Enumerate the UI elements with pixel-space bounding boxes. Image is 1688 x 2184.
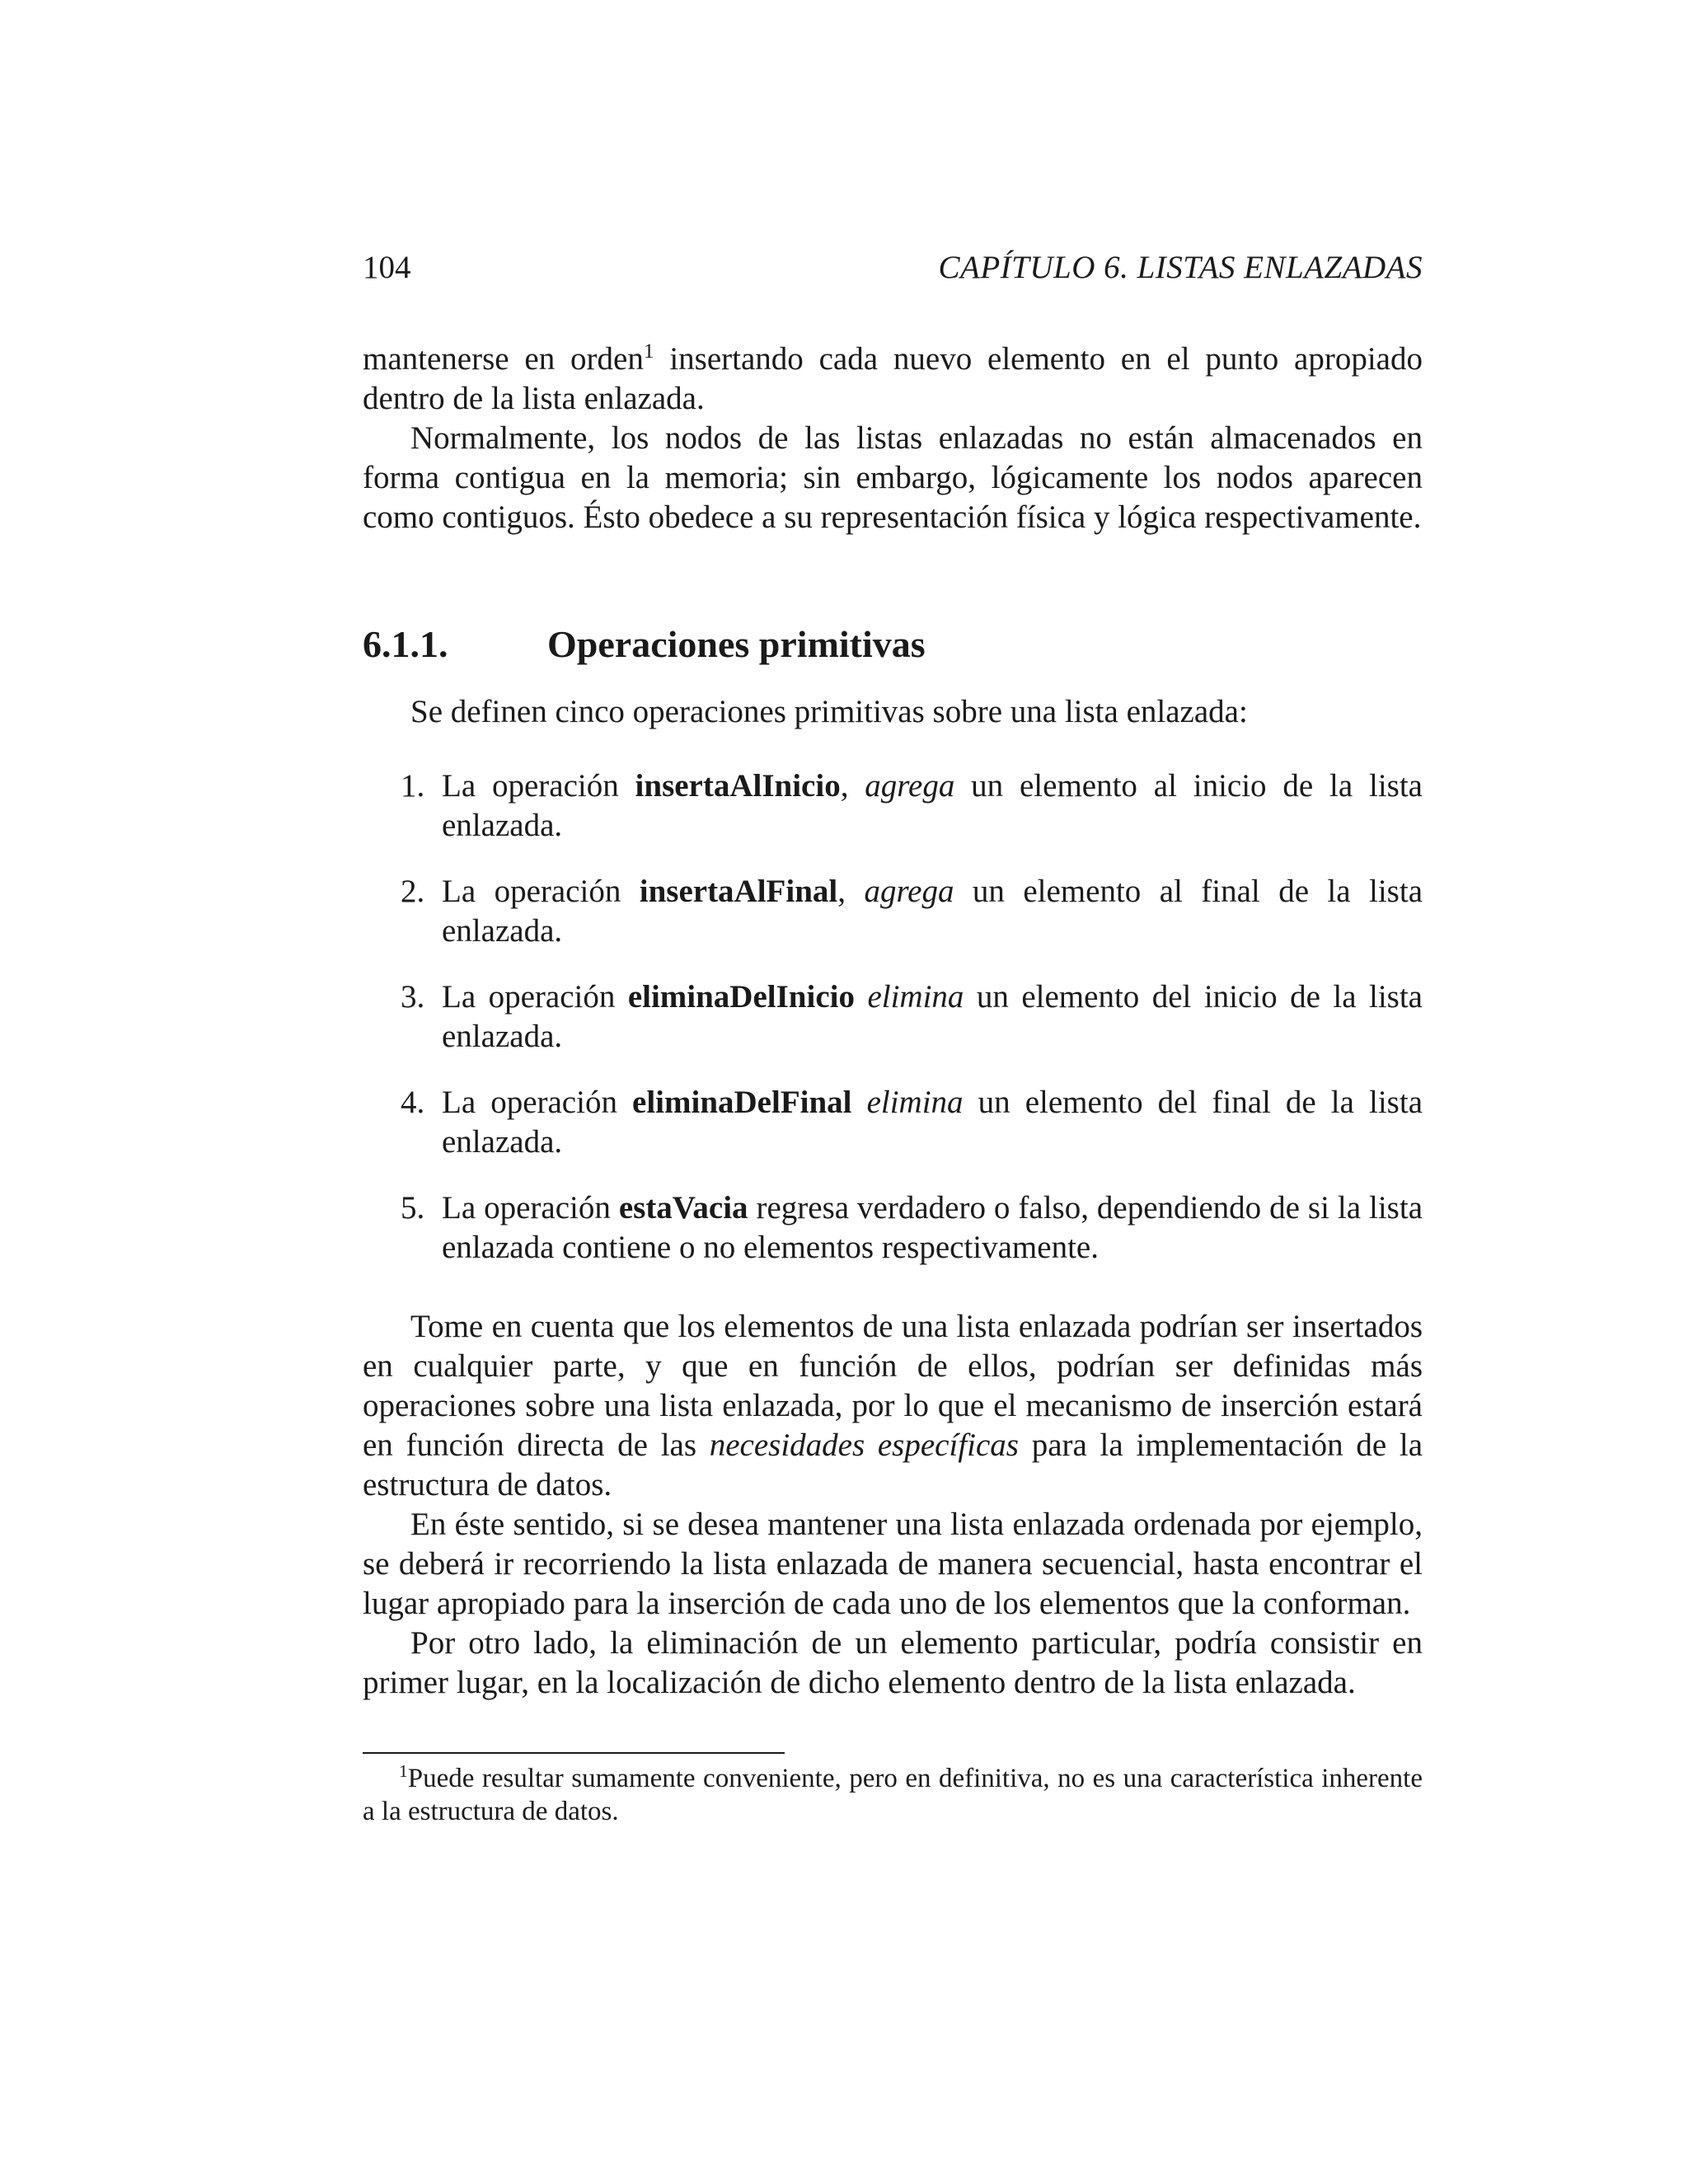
emphasis: necesidades específicas xyxy=(709,1427,1019,1463)
operation-verb: agrega xyxy=(865,768,955,804)
list-number: 3. xyxy=(401,979,425,1015)
footnote-mark: 1 xyxy=(643,340,654,363)
page-number: 104 xyxy=(363,250,411,285)
list-text: un elemento al final de la lista enlazada. xyxy=(442,874,1423,949)
list-text: regresa verdadero o falso, dependiendo de si la lista enlazada contiene o no elementos respectivamente. xyxy=(442,1190,1423,1265)
list-number: 1. xyxy=(401,768,425,804)
footnote xyxy=(363,1762,1423,1828)
footnote-text: Puede resultar sumamente conveniente, pero en definitiva, no es una característica inherente a la estructura de datos. xyxy=(363,1764,1423,1826)
list-text: La operación xyxy=(442,979,628,1015)
operations-list xyxy=(363,766,1423,1294)
operation-name: insertaAlInicio xyxy=(635,768,841,804)
list-text xyxy=(852,1085,867,1120)
operation-verb: elimina xyxy=(866,1085,964,1120)
footnote-mark: 1 xyxy=(399,1761,408,1782)
list-item xyxy=(363,977,1423,1057)
body-text-top xyxy=(363,340,1423,537)
operation-verb: elimina xyxy=(867,979,964,1015)
list-text: un elemento al inicio de la lista enlazada. xyxy=(442,768,1423,843)
list-text: , xyxy=(837,874,865,909)
section-intro: Se definen cinco operaciones primitivas sobre una lista enlazada: xyxy=(410,694,1248,729)
operation-name: eliminaDelInicio xyxy=(627,979,855,1015)
list-text: La operación xyxy=(442,768,635,804)
body-text-bottom xyxy=(363,1307,1423,1703)
list-text: un elemento del inicio de la lista enlazada. xyxy=(442,979,1423,1054)
paragraph: Por otro lado, la eliminación de un elemento particular, podría consistir en primer lugar, en la localización de dicho elemento dentro de la lista enlazada. xyxy=(363,1625,1423,1700)
list-text: La operación xyxy=(442,874,640,909)
list-text: La operación xyxy=(442,1085,633,1120)
section-title: Operaciones primitivas xyxy=(547,623,926,665)
paragraph: En éste sentido, si se desea mantener una lista enlazada ordenada por ejemplo, se deberá ir recorriendo la lista enlazada de manera secuencial, hasta encontrar el lugar apropiado para la inserción de cada uno de los elementos que la conforman. xyxy=(363,1507,1423,1621)
list-text xyxy=(855,979,867,1015)
operation-verb: agrega xyxy=(864,874,954,909)
paragraph: mantenerse en orden$^1$ insertando cada nuevo elemento en el punto apropiado dentro de la lista enlazada. xyxy=(363,340,1423,416)
list-text: un elemento del final de la lista enlazada. xyxy=(442,1085,1423,1160)
list-item xyxy=(363,766,1423,846)
list-item xyxy=(363,872,1423,951)
paragraph: Normalmente, los nodos de las listas enlazadas no están almacenados en forma contigua en la memoria; sin embargo, lógicamente los nodos aparecen como contiguos. Ésto obedece a su representación física y lógica respectivamente. xyxy=(363,420,1423,535)
section-heading xyxy=(363,622,1423,666)
list-number: 2. xyxy=(401,874,425,909)
paragraph: Tome en cuenta que los elementos de una lista enlazada podrían ser insertados en cualquier parte, y que en función de ellos, podrían ser definidas más operaciones sobre una lista enlazada, por lo que el mecanismo de inserción estará en función directa de las necesidades específicas para la implementación de la estructura de datos. xyxy=(363,1309,1423,1502)
section-number: 6.1.1. xyxy=(363,623,448,665)
footnote-rule xyxy=(363,1752,785,1754)
list-number: 5. xyxy=(401,1190,425,1226)
page-header xyxy=(363,249,1423,295)
operation-name: estaVacia xyxy=(618,1190,748,1226)
list-text: , xyxy=(840,768,865,804)
list-item xyxy=(363,1188,1423,1268)
running-head: CAPÍTULO 6. LISTAS ENLAZADAS xyxy=(938,250,1423,285)
list-item xyxy=(363,1083,1423,1162)
list-number: 4. xyxy=(401,1085,425,1120)
operation-name: eliminaDelFinal xyxy=(632,1085,852,1120)
operation-name: insertaAlFinal xyxy=(639,874,838,909)
list-text: La operación xyxy=(442,1190,619,1226)
